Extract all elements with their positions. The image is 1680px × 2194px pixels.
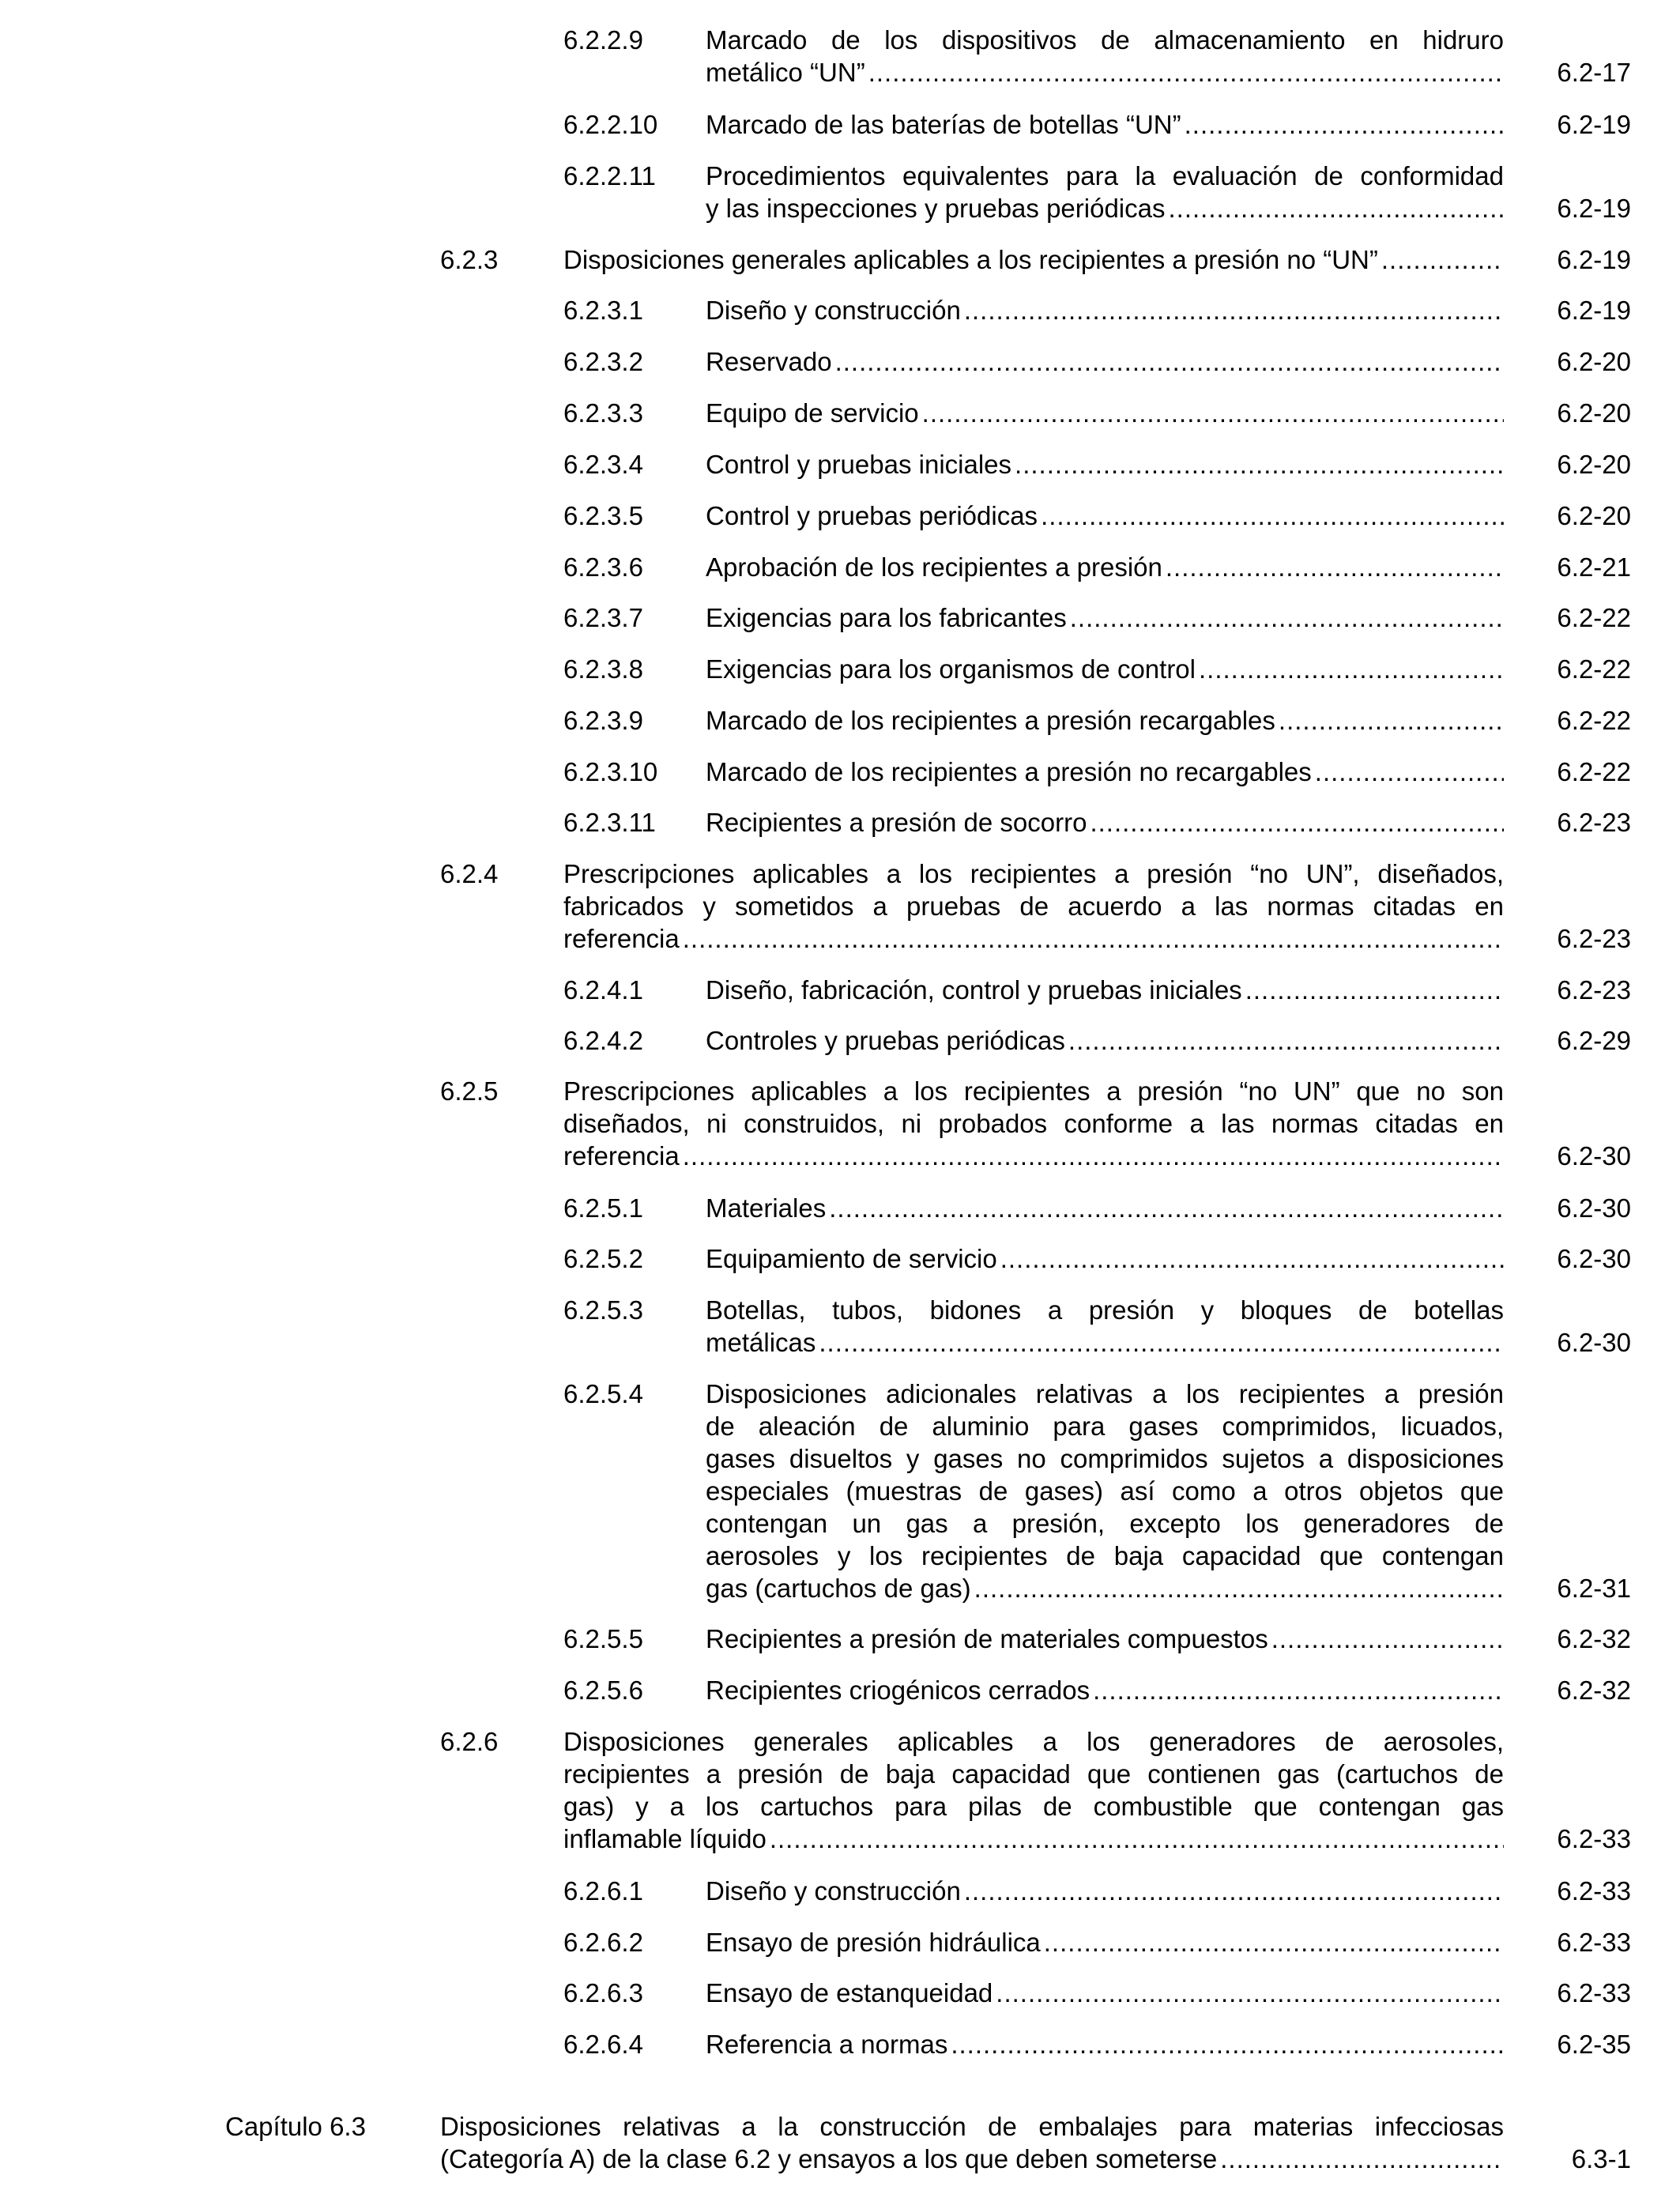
toc-entry-page-number: 6.2-31: [1557, 1574, 1631, 1603]
toc-entry-page-number: 6.2-32: [1557, 1624, 1631, 1653]
toc-entry-title-line: Referencia a normas: [706, 2030, 948, 2059]
toc-entry[interactable]: [0, 108, 1680, 141]
toc-entry-title-line: gases disueltos y gases no comprimidos sujetos a disposiciones: [706, 1444, 1504, 1473]
toc-entry-title: [706, 294, 1504, 326]
dot-leader: [996, 1977, 1504, 2009]
dot-leader: [1044, 1926, 1504, 1958]
toc-entry-title: [706, 1926, 1504, 1958]
toc-entry[interactable]: [0, 1977, 1680, 2009]
toc-entry-number: 6.2.6.2: [563, 1928, 643, 1957]
toc-entry-page-number: 6.2-33: [1557, 1928, 1631, 1957]
toc-entry-number: 6.2.3: [440, 245, 499, 274]
dot-leader: [1041, 499, 1504, 532]
dot-leader: [1279, 704, 1504, 737]
toc-entry-page-number: 6.2-19: [1557, 245, 1631, 274]
toc-entry[interactable]: [0, 294, 1680, 326]
toc-entry-title: [706, 806, 1504, 839]
toc-entry-title-line: Exigencias para los organismos de control: [706, 654, 1196, 684]
dot-leader: [1185, 108, 1504, 141]
toc-entry-number: 6.2.6.4: [563, 2030, 643, 2059]
toc-entry-page-number: 6.2-22: [1557, 706, 1631, 735]
toc-entry-title: [706, 1024, 1504, 1057]
toc-entry-page-number: 6.2-23: [1557, 808, 1631, 837]
toc-entry-title-line: especiales (muestras de gases) así como a otros objetos que: [706, 1476, 1504, 1506]
toc-entry-page-number: 6.2-19: [1557, 194, 1631, 223]
toc-entry-title: [706, 160, 1504, 224]
toc-entry-title-line: Marcado de los recipientes a presión recargables: [706, 706, 1275, 735]
toc-entry-number: 6.2.5.4: [563, 1379, 643, 1408]
dot-leader: [951, 2028, 1504, 2060]
toc-entry-page-number: 6.2-33: [1557, 1876, 1631, 1906]
dot-leader: [1000, 1242, 1504, 1275]
dot-leader: [1245, 974, 1504, 1006]
toc-entry-title-line: Ensayo de presión hidráulica: [706, 1928, 1041, 1957]
toc-entry-title-line: inflamable líquido: [563, 1824, 767, 1853]
toc-entry-page-number: 6.2-33: [1557, 1824, 1631, 1853]
toc-entry-number: 6.2.6.3: [563, 1978, 643, 2007]
toc-entry[interactable]: [0, 756, 1680, 788]
toc-entry-page-number: 6.2-17: [1557, 58, 1631, 87]
toc-entry-page-number: 6.2-19: [1557, 110, 1631, 139]
toc-entry-title-line: Marcado de los dispositivos de almacenamiento en hidruro: [706, 25, 1504, 55]
toc-entry-title: [706, 1623, 1504, 1655]
toc-entry-title: [706, 653, 1504, 685]
toc-entry-title-line: Ensayo de estanqueidad: [706, 1978, 993, 2007]
dot-leader: [1168, 192, 1504, 224]
toc-entry-title-line: Marcado de los recipientes a presión no recargables: [706, 757, 1312, 786]
toc-entry-title-line: referencia: [563, 1141, 680, 1171]
toc-entry-title-line: y las inspecciones y pruebas periódicas: [706, 194, 1166, 223]
toc-entry[interactable]: [0, 601, 1680, 634]
toc-entry-title-line: de aleación de aluminio para gases comprimidos, licuados,: [706, 1412, 1504, 1441]
toc-entry-title-line: Equipamiento de servicio: [706, 1244, 997, 1273]
toc-entry-title: [706, 601, 1504, 634]
dot-leader: [683, 1140, 1504, 1172]
toc-entry-page-number: 6.2-20: [1557, 347, 1631, 376]
toc-entry-number: 6.2.3.8: [563, 654, 643, 684]
toc-entry-page-number: 6.2-32: [1557, 1676, 1631, 1705]
toc-entry-title-line: Marcado de las baterías de botellas “UN”: [706, 110, 1181, 139]
toc-entry-title-line: diseñados, ni construidos, ni probados conforme a las normas citadas en: [563, 1109, 1504, 1138]
toc-entry-title: [706, 345, 1504, 378]
toc-entry-title-line: referencia: [563, 924, 680, 953]
toc-entry-number: 6.2.3.3: [563, 398, 643, 428]
toc-entry-title-line: aerosoles y los recipientes de baja capacidad que contengan: [706, 1541, 1504, 1570]
toc-entry-number: 6.2.3.5: [563, 501, 643, 530]
toc-entry-title: [706, 1674, 1504, 1706]
toc-entry-number: 6.2.3.7: [563, 603, 643, 632]
toc-entry[interactable]: [0, 1192, 1680, 1224]
toc-entry-title-line: Prescripciones aplicables a los recipientes a presión “no UN” que no son: [563, 1076, 1504, 1106]
toc-entry-number: 6.2.2.10: [563, 110, 658, 139]
toc-entry[interactable]: [0, 1242, 1680, 1275]
toc-entry-title-line: Diseño y construcción: [706, 1876, 961, 1906]
toc-entry-page-number: 6.2-23: [1557, 924, 1631, 953]
toc-entry-number: 6.2.3.6: [563, 552, 643, 582]
toc-entry-title-line: Disposiciones generales aplicables a los generadores de aerosoles,: [563, 1727, 1504, 1756]
toc-entry-page-number: 6.2-22: [1557, 654, 1631, 684]
toc-entry-number: 6.2.3.4: [563, 450, 643, 479]
toc-entry[interactable]: [0, 806, 1680, 839]
toc-entry-title-line: Disposiciones relativas a la construcción de embalajes para materias infecciosas: [440, 2112, 1504, 2141]
dot-leader: [922, 397, 1504, 429]
toc-entry[interactable]: [0, 397, 1680, 429]
toc-entry-number: 6.2.5.6: [563, 1676, 643, 1705]
toc-entry-title-line: Equipo de servicio: [706, 398, 919, 428]
toc-entry-title: [706, 704, 1504, 737]
toc-entry-title-line: Controles y pruebas periódicas: [706, 1026, 1065, 1055]
toc-entry-title-line: Aprobación de los recipientes a presión: [706, 552, 1162, 582]
toc-entry-title: [706, 1192, 1504, 1224]
toc-entry[interactable]: [0, 448, 1680, 481]
toc-entry-number: 6.2.3.10: [563, 757, 658, 786]
toc-entry-title: [706, 1977, 1504, 2009]
toc-entry-number: 6.2.4.2: [563, 1026, 643, 1055]
toc-entry-title: [706, 24, 1504, 89]
toc-entry-title: [706, 1242, 1504, 1275]
toc-entry-page-number: 6.2-20: [1557, 450, 1631, 479]
toc-entry[interactable]: [0, 1674, 1680, 1706]
toc-entry-title-line: Recipientes criogénicos cerrados: [706, 1676, 1090, 1705]
toc-entry-title-line: Prescripciones aplicables a los recipientes a presión “no UN”, diseñados,: [563, 859, 1504, 888]
dot-leader: [770, 1823, 1504, 1855]
toc-entry-title: [706, 1875, 1504, 1907]
toc-entry-title-line: metálico “UN”: [706, 58, 865, 87]
toc-entry-page-number: 6.2-35: [1557, 2030, 1631, 2059]
dot-leader: [868, 56, 1504, 89]
toc-entry-title: [706, 108, 1504, 141]
toc-entry-title-line: Recipientes a presión de socorro: [706, 808, 1087, 837]
toc-entry-title-line: contengan un gas a presión, excepto los generadores de: [706, 1509, 1504, 1538]
toc-entry-number: 6.2.6: [440, 1727, 499, 1756]
toc-entry-title: [706, 756, 1504, 788]
toc-entry[interactable]: [0, 499, 1680, 532]
toc-entry-title-line: (Categoría A) de la clase 6.2 y ensayos a los que deben someterse: [440, 2144, 1218, 2173]
dot-leader: [1090, 806, 1504, 839]
toc-entry-page-number: 6.2-22: [1557, 757, 1631, 786]
toc-entry-title: [706, 551, 1504, 583]
toc-entry-title-line: Exigencias para los fabricantes: [706, 603, 1067, 632]
toc-entry[interactable]: [0, 858, 1680, 955]
dot-leader: [1015, 448, 1504, 481]
toc-entry[interactable]: [0, 1725, 1680, 1855]
toc-entry-page-number: 6.2-22: [1557, 603, 1631, 632]
toc-entry-number: 6.2.4: [440, 859, 499, 888]
toc-entry-page-number: 6.2-20: [1557, 501, 1631, 530]
toc-entry-number: 6.2.3.1: [563, 296, 643, 325]
dot-leader: [1315, 756, 1504, 788]
toc-entry-title-line: Diseño y construcción: [706, 296, 961, 325]
toc-entry-page-number: 6.2-30: [1557, 1244, 1631, 1273]
dot-leader: [964, 294, 1504, 326]
toc-entry-title: [563, 1725, 1504, 1855]
toc-entry-title: [563, 1075, 1504, 1172]
toc-entry-page-number: 6.2-20: [1557, 398, 1631, 428]
toc-entry-title-line: Disposiciones adicionales relativas a los recipientes a presión: [706, 1379, 1504, 1408]
toc-entry-title-line: metálicas: [706, 1328, 816, 1357]
toc-entry-title: [706, 499, 1504, 532]
toc-entry-title: [563, 858, 1504, 955]
toc-entry-page-number: 6.2-29: [1557, 1026, 1631, 1055]
toc-entry-page-number: 6.2-30: [1557, 1141, 1631, 1171]
toc-entry-number: 6.2.3.9: [563, 706, 643, 735]
toc-entry-number: 6.2.5: [440, 1076, 499, 1106]
toc-entry-number: 6.2.3.11: [563, 808, 656, 837]
dot-leader: [819, 1326, 1504, 1359]
toc-entry-page-number: 6.2-19: [1557, 296, 1631, 325]
dot-leader: [683, 922, 1504, 955]
toc-entry-title-line: Diseño, fabricación, control y pruebas iniciales: [706, 975, 1242, 1005]
toc-entry[interactable]: [0, 160, 1680, 224]
toc-entry[interactable]: [0, 1875, 1680, 1907]
toc-entry-number: 6.2.2.11: [563, 161, 656, 190]
toc-entry[interactable]: [0, 1075, 1680, 1172]
toc-entry[interactable]: [0, 24, 1680, 89]
toc-entry[interactable]: [0, 551, 1680, 583]
toc-entry-number: 6.2.3.2: [563, 347, 643, 376]
toc-entry-title: [706, 1378, 1504, 1604]
toc-entry[interactable]: [0, 243, 1680, 276]
toc-entry-number: 6.2.5.5: [563, 1624, 643, 1653]
dot-leader: [1381, 243, 1504, 276]
toc-entry-page-number: 6.2-30: [1557, 1328, 1631, 1357]
dot-leader: [1220, 2143, 1504, 2175]
toc-entry-title-line: Botellas, tubos, bidones a presión y bloques de botellas: [706, 1295, 1504, 1325]
dot-leader: [835, 345, 1504, 378]
toc-entry-number: 6.2.4.1: [563, 975, 643, 1005]
toc-entry[interactable]: [0, 1024, 1680, 1057]
toc-entry-title-line: Materiales: [706, 1193, 827, 1223]
toc-entry[interactable]: [0, 1294, 1680, 1359]
toc-entry-page-number: 6.2-33: [1557, 1978, 1631, 2007]
toc-entry-title: [563, 243, 1504, 276]
toc-entry-title-line: Disposiciones generales aplicables a los recipientes a presión no “UN”: [563, 245, 1378, 274]
toc-entry-page-number: 6.2-21: [1557, 552, 1631, 582]
toc-entry[interactable]: [0, 1623, 1680, 1655]
toc-entry-title: [706, 448, 1504, 481]
dot-leader: [964, 1875, 1504, 1907]
dot-leader: [829, 1192, 1504, 1224]
toc-entry-page-number: 6.2-30: [1557, 1193, 1631, 1223]
dot-leader: [1166, 551, 1504, 583]
toc-entry-title-line: Recipientes a presión de materiales compuestos: [706, 1624, 1268, 1653]
toc-entry-title-line: Procedimientos equivalentes para la evaluación de conformidad: [706, 161, 1504, 190]
toc-entry-number: 6.2.6.1: [563, 1876, 643, 1906]
toc-entry[interactable]: [0, 1926, 1680, 1958]
toc-entry-number: 6.2.2.9: [563, 25, 643, 55]
toc-entry[interactable]: [0, 974, 1680, 1006]
toc-entry-number: 6.2.5.3: [563, 1295, 643, 1325]
toc-entry[interactable]: [0, 2110, 1680, 2175]
toc-entry-number: Capítulo 6.3: [225, 2112, 366, 2141]
toc-entry-number: 6.2.5.1: [563, 1193, 643, 1223]
toc-entry-title: [706, 974, 1504, 1006]
toc-entry-title-line: fabricados y sometidos a pruebas de acuerdo a las normas citadas en: [563, 892, 1504, 921]
toc-entry[interactable]: [0, 653, 1680, 685]
toc-entry-page-number: 6.2-23: [1557, 975, 1631, 1005]
toc-entry-title-line: recipientes a presión de baja capacidad que contienen gas (cartuchos de: [563, 1759, 1504, 1789]
toc-entry-title: [706, 397, 1504, 429]
toc-entry-number: 6.2.5.2: [563, 1244, 643, 1273]
toc-entry[interactable]: [0, 1378, 1680, 1604]
toc-entry-page-number: 6.3-1: [1571, 2144, 1631, 2173]
toc-entry[interactable]: [0, 345, 1680, 378]
toc-entry-title-line: Reservado: [706, 347, 832, 376]
dot-leader: [1271, 1623, 1504, 1655]
toc-entry-title-line: gas) y a los cartuchos para pilas de combustible que contengan gas: [563, 1792, 1504, 1821]
dot-leader: [1068, 1024, 1504, 1057]
toc-entry-title-line: Control y pruebas periódicas: [706, 501, 1038, 530]
toc-entry[interactable]: [0, 704, 1680, 737]
dot-leader: [974, 1572, 1504, 1604]
dot-leader: [1070, 601, 1504, 634]
toc-entry-title: [706, 2028, 1504, 2060]
toc-entry-title: [440, 2110, 1504, 2175]
toc-entry-title-line: Control y pruebas iniciales: [706, 450, 1012, 479]
toc-entry[interactable]: [0, 2028, 1680, 2060]
toc-entry-title: [706, 1294, 1504, 1359]
dot-leader: [1093, 1674, 1504, 1706]
dot-leader: [1199, 653, 1504, 685]
toc-entry-title-line: gas (cartuchos de gas): [706, 1574, 971, 1603]
